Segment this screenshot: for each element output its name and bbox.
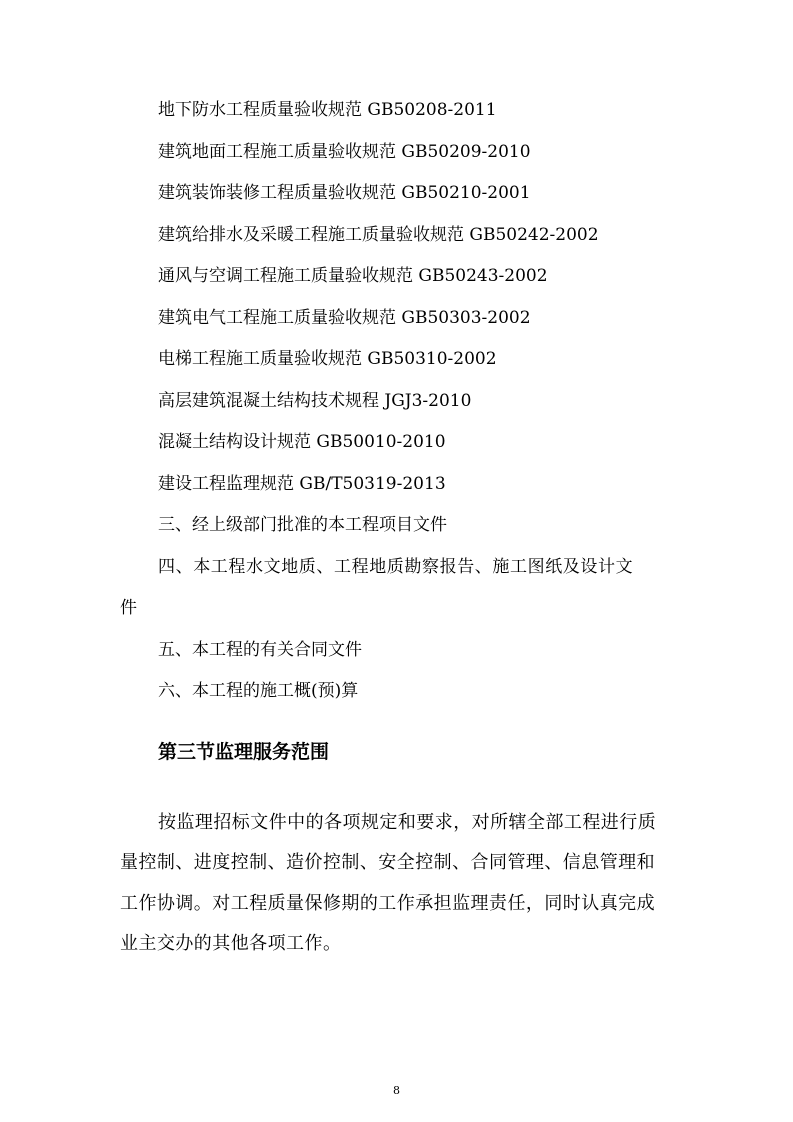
standard-item: 建筑给排水及采暖工程施工质量验收规范 GB50242-2002	[158, 225, 599, 245]
standard-item: 混凝土结构设计规范 GB50010-2010	[158, 432, 446, 452]
paragraph-line: 按监理招标文件中的各项规定和要求，对所辖全部工程进行质	[158, 812, 657, 833]
basis-item-4-line-2: 件	[120, 598, 137, 618]
standard-item: 建设工程监理规范 GB/T50319-2013	[158, 474, 446, 494]
standard-item: 地下防水工程质量验收规范 GB50208-2011	[158, 100, 497, 120]
standard-item: 高层建筑混凝土结构技术规程 JGJ3-2010	[158, 391, 472, 411]
basis-item-6: 六、本工程的施工概(预)算	[158, 681, 359, 701]
standard-item: 建筑装饰装修工程质量验收规范 GB50210-2001	[158, 183, 531, 203]
paragraph-line: 量控制、进度控制、造价控制、安全控制、合同管理、信息管理和	[120, 852, 656, 873]
standard-item: 建筑地面工程施工质量验收规范 GB50209-2010	[158, 142, 531, 162]
paragraph-line: 工作协调。对工程质量保修期的工作承担监理责任，同时认真完成	[120, 893, 656, 914]
basis-item-4-line-1: 四、本工程水文地质、工程地质勘察报告、施工图纸及设计文	[158, 557, 634, 577]
standard-item: 建筑电气工程施工质量验收规范 GB50303-2002	[158, 308, 531, 328]
standard-item: 电梯工程施工质量验收规范 GB50310-2002	[158, 349, 497, 369]
page-number: 8	[393, 1084, 400, 1097]
standard-item: 通风与空调工程施工质量验收规范 GB50243-2002	[158, 266, 548, 286]
paragraph-line: 业主交办的其他各项工作。	[120, 933, 342, 954]
section-heading: 第三节监理服务范围	[158, 741, 330, 763]
basis-item-5: 五、本工程的有关合同文件	[158, 640, 362, 660]
basis-item-3: 三、经上级部门批准的本工程项目文件	[158, 515, 447, 535]
